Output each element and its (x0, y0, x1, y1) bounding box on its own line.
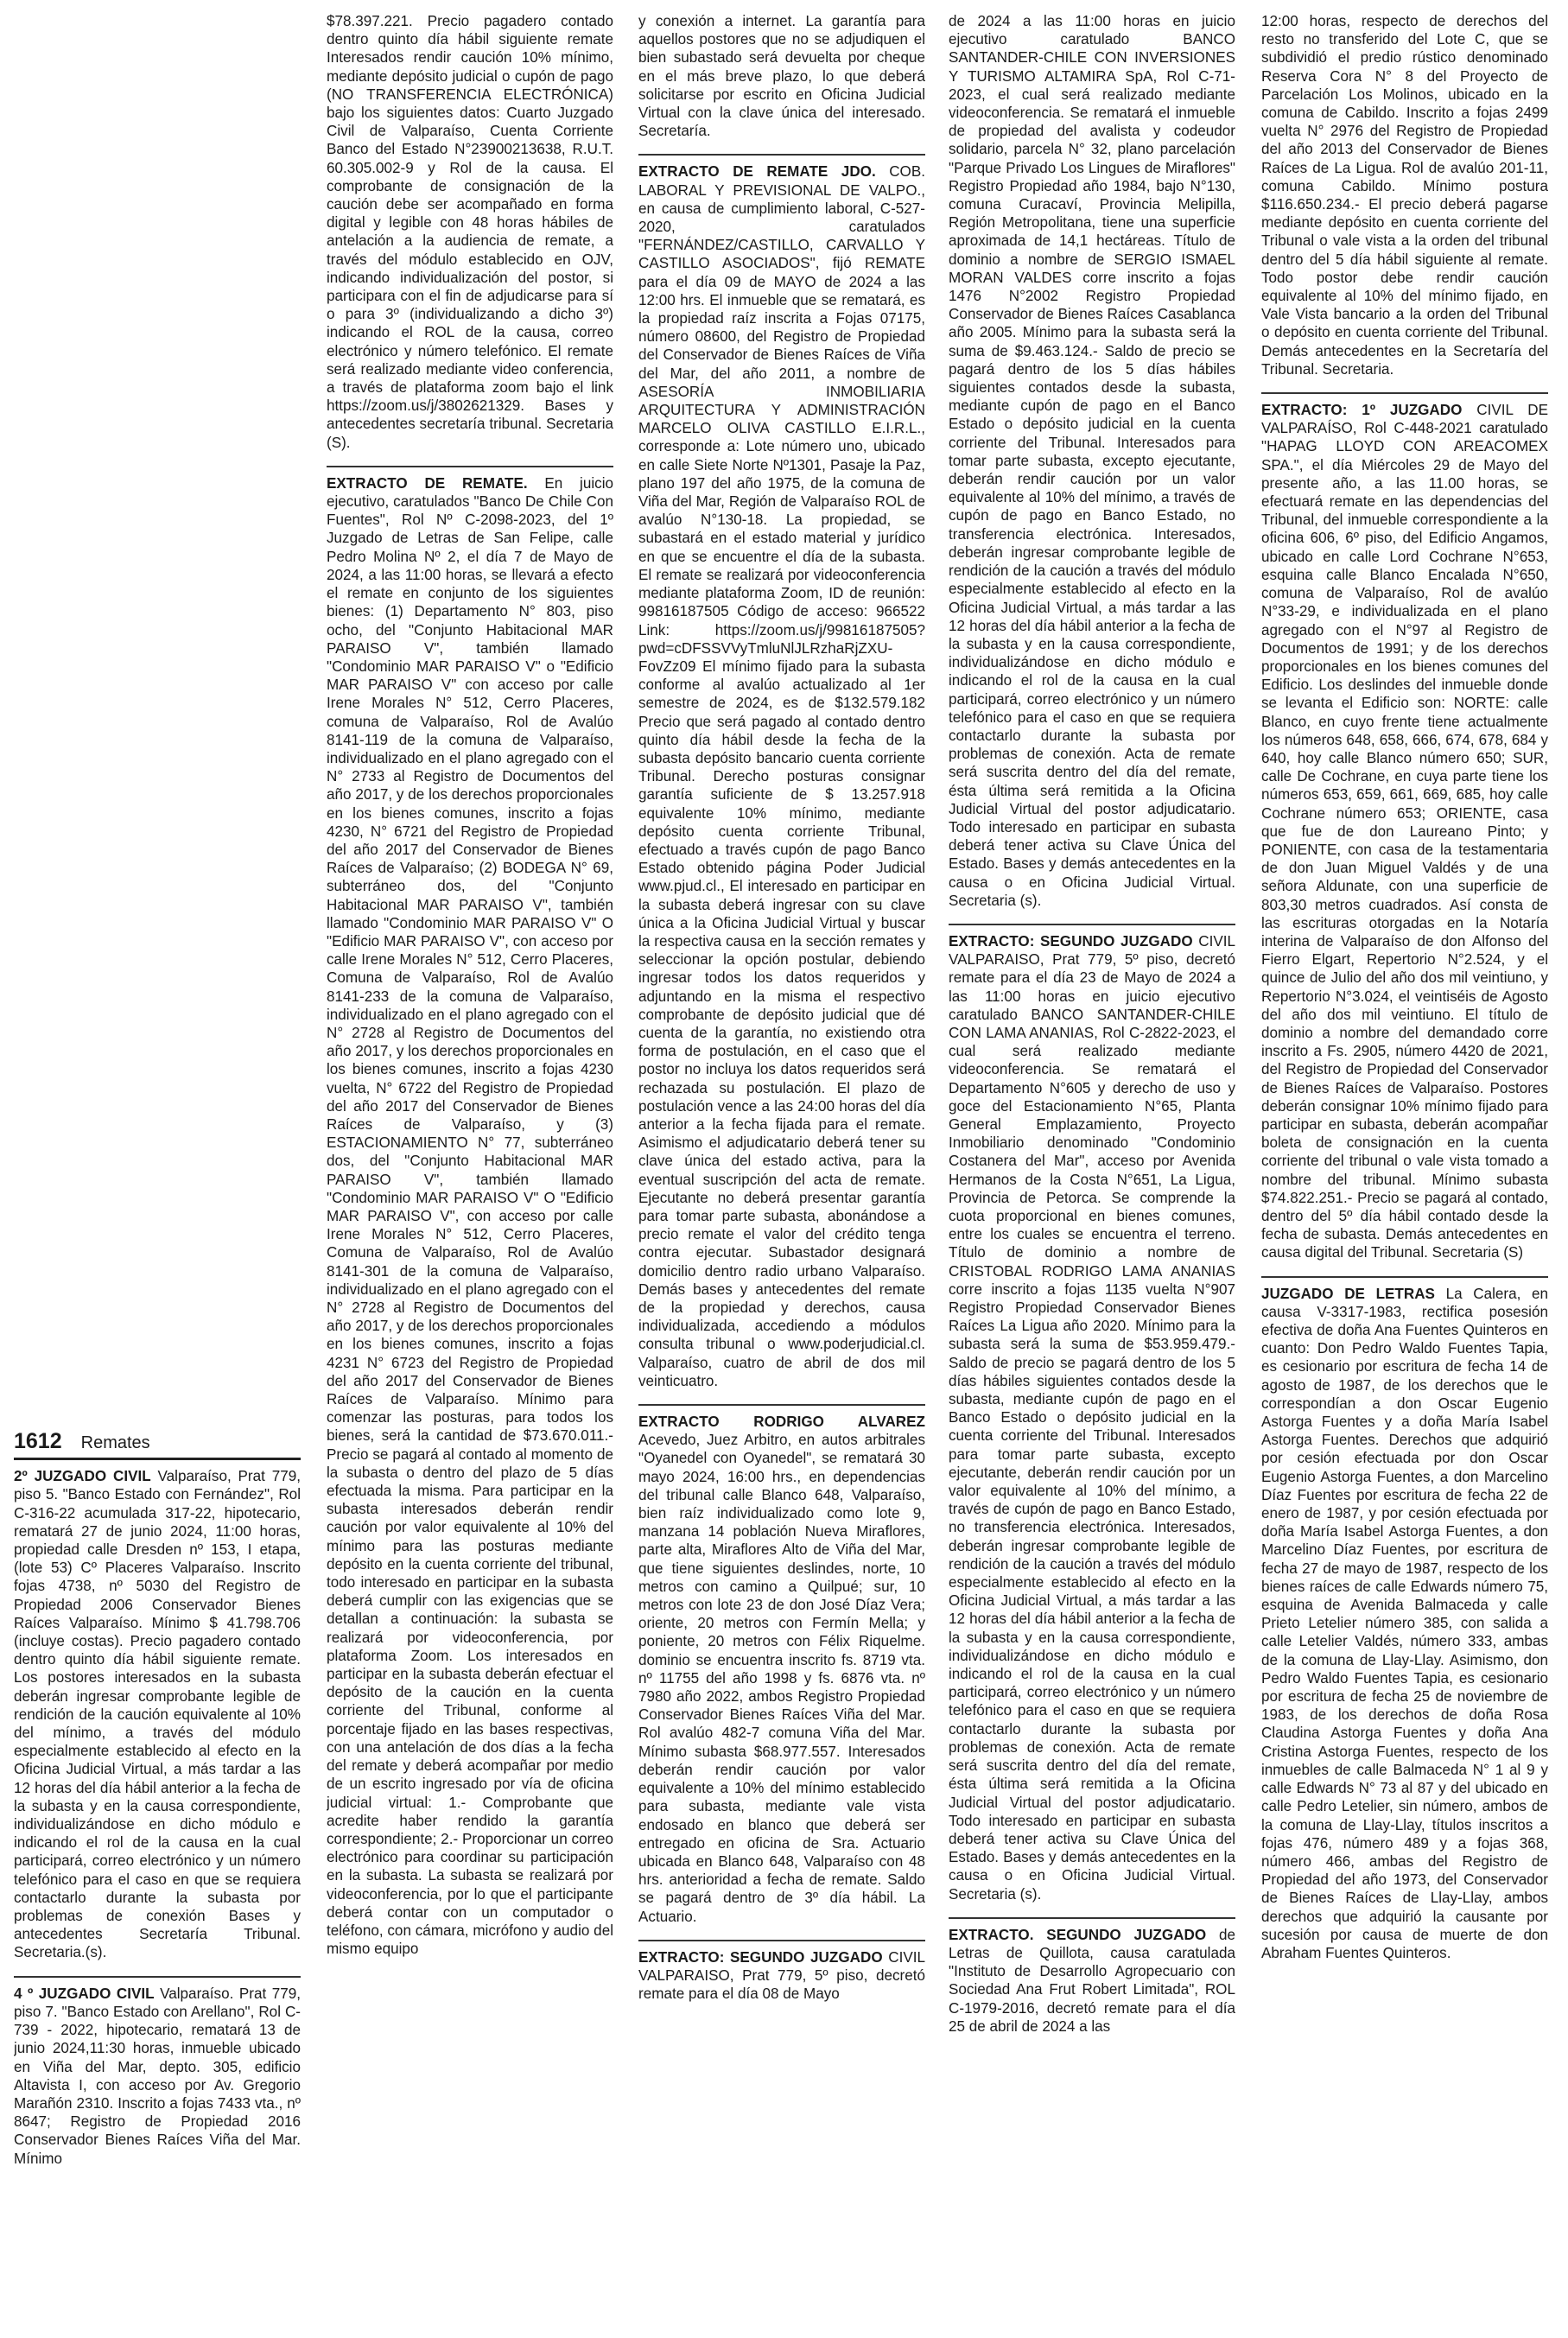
notice-entry (327, 466, 613, 1958)
notice-entry (327, 12, 613, 452)
column-5 (1261, 12, 1548, 2326)
notice-entry (638, 1940, 925, 2004)
notice-body: CIVIL VALPARAISO, Prat 779, 5º piso, decretó remate para el día 23 de Mayo de 2024 a las 11:00 horas en juicio ejecutivo caratulado BANCO SANTANDER-CHILE CON LAMA ANANIAS, Rol C-2822-2023, el cual será realizado mediante videoconferencia. Se rematará el Departamento N°605 y derecho de uso y goce del Estacionamiento N°65, Planta General Emplazamiento, Proyecto Inmobiliario denominado "Condominio Costanera del Mar", acceso por Avenida Hermanos de la Costa N°651, La Ligua, Provincia de Petorca. Se comprende la cuota proporcional en bienes comunes, entre los cuales se encuentra el terreno. Título de dominio a nombre de CRISTOBAL RODRIGO LAMA ANANIAS corre inscrito a fojas 1135 vuelta N°907 Registro Propiedad Conservador Bienes Raíces La Ligua año 2020. Mínimo para la subasta será la suma de $53.959.479.- Saldo de precio se pagará dentro de los 5 días hábiles siguientes contados desde la subasta, mediante cupón de pago en el Banco Estado o depósito judicial en la cuenta corriente del Tribunal. Interesados para tomar parte subasta, excepto ejecutante, deberán rendir caución por un valor equivalente al 10% del mínimo, a través de cupón de pago en Banco Estado, no transferencia electrónica. Interesados, deberán ingresar comprobante legible de rendición de la caución a través del módulo especialmente establecido al efecto en la Oficina Judicial Virtual, a más tardar a las 12 horas del día hábil anterior a la fecha de la subasta y en la causa correspondiente, individualizándose en dicho módulo e indicando el rol de la causa en la cual participará, correo electrónico y un número telefónico para el caso en que se requiera contactarlo durante la subasta por problemas de conexión. Acta de remate será suscrita dentro del día del remate, ésta última será remitida a la Oficina Judicial Virtual del postor adjudicatario. Todo interesado en participar en subasta deberá tener activa su Clave Única del Estado. Bases y demás antecedentes en la causa o en Oficina Judicial Virtual. Secretaria (s). (949, 932, 1235, 1903)
notice-entry (1261, 12, 1548, 378)
notice-heading: 2º JUZGADO CIVIL (14, 1468, 151, 1485)
notice-entry (1261, 1276, 1548, 1963)
notice-heading: EXTRACTO: 1º JUZGADO (1261, 402, 1463, 419)
notice-heading: EXTRACTO DE REMATE JDO. (638, 163, 876, 181)
notice-body: Valparaíso. Prat 779, piso 7. "Banco Estado con Arellano", Rol C-739 - 2022, hipotecario, rematará 13 de junio 2024,11:30 horas, inmueble ubicado en Viña del Mar, depto. 305, edificio Altavista I, con acceso por Av. Gregorio Marañón 2310. Inscrito a fojas 7433 vta., nº 8647; Registro de Propiedad 2016 Conservador Bienes Raíces Viña del Mar. Mínimo (14, 1985, 301, 2167)
notice-heading: EXTRACTO: SEGUNDO JUZGADO (949, 932, 1193, 950)
notice-entry (638, 154, 925, 1390)
notice-body: Acevedo, Juez Arbitro, en autos arbitrales "Oyanedel con Oyanedel", se rematará 30 mayo 2024, 16:00 hrs., en dependencias del tribunal calle Blanco 648, Valparaíso, bien raíz individualizado como lote 9, manzana 14 población Nueva Miraflores, parte alta, Miraflores Alto de Viña del Mar, que tiene siguientes deslindes, norte, 10 metros con camino a Quilpué; sur, 10 metros con lote 23 de don José Díaz Vera; oriente, 20 metros con Fermín Mella; y poniente, 20 metros con Félix Riquelme. dominio se encuentra inscrito fs. 8719 vta. nº 11755 del año 1998 y fs. 6876 vta. nº 7980 año 2022, ambos Registro Propiedad Conservador Bienes Raíces Viña del Mar. Rol avalúo 482-7 comuna Viña del Mar. Mínimo subasta $68.977.557. Interesados deberán rendir caución por valor equivalente a 10% del mínimo establecido para subasta, mediante vale vista endosado en blanco que deberá ser entregado en oficina de Sra. Actuario ubicada en Blanco 648, Valparaíso con 48 hrs. anterioridad a fecha de remate. Saldo se pagará dentro de 3º día hábil. La Actuario. (638, 1432, 925, 1925)
section-title: Remates (80, 1433, 150, 1452)
column-2 (327, 12, 613, 2326)
section-header (14, 1433, 301, 1460)
notice-entry (949, 12, 1235, 910)
notice-heading: 4 º JUZGADO CIVIL (14, 1985, 155, 2002)
notice-entry (949, 924, 1235, 1903)
notice-body: Valparaíso, Prat 779, piso 5. "Banco Estado con Fernández", Rol C-316-22 acumulada 317-22, hipotecario, rematará 27 de junio 2024, 11:00 horas, propiedad calle Dresden nº 153, I etapa, (lote 53) Cº Placeres Valparaíso. Inscrito fojas 4738, nº 5030 del Registro de Propiedad 2006 Conservador Bienes Raíces Valparaíso. Mínimo $ 41.798.706 (incluye costas). Precio pagadero contado dentro quinto día hábil siguiente remate. Los postores interesados en la subasta deberán ingresar comprobante legible de rendición de la caución equivalente al 10% del mínimo, a través del módulo especialmente establecido al efecto en la Oficina Judicial Virtual, a más tardar a las 12 horas del día hábil anterior a la fecha de la subasta y en la causa correspondiente, individualizándose en dicho módulo e indicando el rol de la causa en la cual participará, correo electrónico y un número telefónico para el caso en que se requiera contactarlo durante la subasta por problemas de conexión Bases y antecedentes Secretaría Tribunal. Secretaria.(s). (14, 1468, 301, 1961)
notice-heading: JUZGADO DE LETRAS (1261, 1285, 1435, 1302)
notice-entry (638, 1404, 925, 1926)
notice-body: de Letras de Quillota, causa caratulada "Instituto de Desarrollo Agropecuario con Sociedad Ana Frut Robert Limitada", ROL C-1979-2016, decretó remate para el día 25 de abril de 2024 a las (949, 1926, 1235, 2035)
notice-heading: EXTRACTO: SEGUNDO JUZGADO (638, 1948, 883, 1966)
notice-body: de 2024 a las 11:00 horas en juicio ejecutivo caratulado BANCO SANTANDER-CHILE CON INVERSIONES Y TURISMO ALTAMIRA SpA, Rol C-71-2023, el cual será realizado mediante videoconferencia. Se rematará el inmueble de propiedad del avalista y codeudor solidario, parcela N° 32, plano parcelación "Parque Privado Los Lingues de Miraflores" Registro Propiedad año 1984, bajo N°130, comuna Curacaví, Provincia Melipilla, Región Metropolitana, tiene una superficie aproximada de 14,1 hectáreas. Título de dominio a nombre de SERGIO ISMAEL MORAN VALDES corre inscrito a fojas 1476 N°2002 Registro Propiedad Conservador de Bienes Raíces Casablanca año 2005. Mínimo para la subasta será la suma de $9.463.124.- Saldo de precio se pagará dentro de los 5 días hábiles siguientes contados desde la subasta, mediante cupón de pago en el Banco Estado o depósito judicial en la cuenta corriente del Tribunal. Interesados para tomar parte subasta, excepto ejecutante, deberán rendir caución por un valor equivalente al 10% del mínimo, a través de cupón de pago en Banco Estado, no transferencia electrónica. Interesados, deberán ingresar comprobante legible de rendición de la caución a través del módulo especialmente establecido al efecto en la Oficina Judicial Virtual, a más tardar a las 12 horas del día hábil anterior a la fecha de la subasta y en la causa correspondiente, individualizándose en dicho módulo e indicando el rol de la causa en la cual participará, correo electrónico y un número telefónico para el caso en que se requiera contactarlo durante la subasta por problemas de conexión. Acta de remate será suscrita dentro del día del remate, ésta última será remitida a la Oficina Judicial Virtual del postor adjudicatario. Todo interesado en participar en subasta deberá tener activa su Clave Única del Estado. Bases y demás antecedentes en la causa o en Oficina Judicial Virtual. Secretaria (s). (949, 13, 1235, 909)
notice-entry (14, 1467, 301, 1961)
notice-body: En juicio ejecutivo, caratulados "Banco De Chile Con Fuentes", Rol Nº C-2098-2023, del 1º Juzgado de Letras de San Felipe, calle Pedro Molina Nº 2, el día 7 de Mayo de 2024, a las 11:00 horas, se llevará a efecto el remate en conjunto de los siguientes bienes: (1) Departamento N° 803, piso ocho, del "Conjunto Habitacional MAR PARAISO V", también llamado "Condominio MAR PARAISO V" o "Edificio MAR PARAISO V" con acceso por calle Irene Morales N° 512, Cerro Placeres, comuna de Valparaíso, Rol de Avalúo 8141-119 de la comuna de Valparaíso, individualizado en el plano agregado con el N° 2733 al Registro de Documentos del año 2017, y de los derechos proporcionales en los bienes comunes, inscrito a fojas 4230, N° 6721 del Registro de Propiedad del año 2017 del Conservador de Bienes Raíces de Valparaíso; (2) BODEGA N° 69, subterráneo dos, del "Conjunto Habitacional MAR PARAISO V", también llamado "Condominio MAR PARAISO V" O "Edificio MAR PARAISO V", con acceso por calle Irene Morales N° 512, Cerro Placeres, Comuna de Valparaíso, Rol de Avalúo 8141-233 de la comuna de Valparaíso, individualizado en el plano agregado con el N° 2728 al Registro de Documentos del año 2017, y los derechos proporcionales en los bienes comunes, inscrito a fojas 4230 vuelta, N° 6722 del Registro de Propiedad del año 2017 del Conservador de Bienes Raíces de Valparaíso, y (3) ESTACIONAMIENTO N° 77, subterráneo dos, del "Conjunto Habitacional MAR PARAISO V", también llamado "Condominio MAR PARAISO V" O "Edificio MAR PARAISO V", con acceso por calle Irene Morales N° 512, Cerro Placeres, Comuna de Valparaíso, Rol de Avalúo 8141-301 de la comuna de Valparaíso, individualizado en el plano agregado con el N° 2728 al Registro de Documentos del año 2017, y de los derechos proporcionales en los bienes comunes, inscrito a fojas 4231 N° 6723 del Registro de Propiedad del año 2017 del Conservador de Bienes Raíces de Valparaíso. Mínimo para comenzar las posturas, para todos los bienes, será la cantidad de $73.670.011.- Precio se pagará al contado al momento de la subasta o dentro del plazo de 5 días efectuada la misma. Para participar en la subasta interesados deberán rendir caución por valor equivalente al 10% del mínimo para las posturas mediante depósito en la cuenta corriente del tribunal, todo interesado en participar en la subasta deberá cumplir con las exigencias que se detallan a continuación: la subasta se realizará por videoconferencia, por plataforma Zoom. Los interesados en participar en la subasta deberán efectuar el depósito de la caución en la cuenta corriente del Tribunal, conforme al porcentaje fijado en las bases respectivas, con una antelación de dos días a la fecha del remate y deberá acompañar por medio de un escrito ingresado por vía de oficina judicial virtual: 1.- Comprobante que acredite haber rendido la garantía correspondiente; 2.- Proporcionar un correo electrónico para coordinar su participación en la subasta. La subasta se realizará por videoconferencia, por lo que el participante deberá contar con un computador o teléfono, con cámara, micrófono y audio del mismo equipo (327, 474, 613, 1958)
notice-entry (1261, 392, 1548, 1262)
notice-entry (949, 1917, 1235, 2036)
notice-heading: EXTRACTO DE REMATE. (327, 474, 528, 492)
notice-body: CIVIL DE VALPARAÍSO, Rol C-448-2021 caratulado "HAPAG LLOYD CON AREACOMEX SPA.", el día Miércoles 29 de Mayo del presente año, a las 11.00 horas, se efectuará remate en las dependencias del Tribunal, del inmueble correspondiente a la oficina 606, 6º piso, del Edificio Angamos, ubicado en calle Lord Cochrane N°653, esquina calle Blanco Encalada N°650, comuna de Valparaíso, Rol de avalúo N°33-29, e individualizada en el plano agregado con el N°97 al Registro de Documentos de 1991; y de los derechos proporcionales en los bienes comunes del Edificio. Los deslindes del inmueble donde se levanta el Edificio son: NORTE: calle Blanco, en cuyo frente tiene actualmente los números 648, 658, 666, 674, 678, 684 y 640, hoy calle Blanco número 650; SUR, calle De Cochrane, en cuya parte tiene los números 653, 659, 661, 669, 685, hoy calle Cochrane número 653; ORIENTE, casa que fue de don Laureano Pinto; y PONIENTE, con casa de la testamentaria de don Juan Miguel Valdés y de una señora Aldunate, con una superficie de 803,30 metros cuadrados. Así consta de las escrituras otorgadas en la Notaría interina de Valparaíso de don Alfonso del Fierro Elgart, Repertorio N°2.524, y el quince de Julio del año dos mil veintiuno, y Repertorio N°3.024, el veintiséis de Agosto del año dos mil veintiuno. El título de dominio a nombre del demandado corre inscrito a Fs. 2905, número 4420 de 2021, del Registro de Propiedad del Conservador de Bienes Raíces de Valparaíso. Postores deberán consignar 10% mínimo fijado para participar en subasta, deberán acompañar boleta de consignación en la cuenta corriente del tribunal o vale vista tomado a nombre del tribunal. Mínimo subasta $74.822.251.- Precio se pagará al contado, dentro del 5º día hábil contado desde la fecha de subasta. Demás antecedentes en causa digital del Tribunal. Secretaria (S) (1261, 402, 1548, 1261)
notice-entry (14, 1976, 301, 2168)
notice-body: y conexión a internet. La garantía para aquellos postores que no se adjudiquen el bien subastado será devuelta por cheque en el más breve plazo, lo que deberá solicitarse por escrito en Oficina Judicial Virtual con la clave única del interesado. Secretaría. (638, 13, 925, 140)
column-4 (949, 12, 1235, 2326)
page-number: 1612 (14, 1433, 62, 1453)
column-3 (638, 12, 925, 2326)
notice-body: COB. LABORAL Y PREVISIONAL DE VALPO., en causa de cumplimiento laboral, C-527-2020, caratulados "FERNÁNDEZ/CASTILLO, CARVALLO Y CASTILLO ASOCIADOS", fijó REMATE para el día 09 de MAYO de 2024 a las 12:00 hrs. El inmueble que se rematará, es la propiedad raíz inscrita a Fojas 07175, número 08600, del Registro de Propiedad del Conservador de Bienes Raíces de Viña del Mar, del año 2011, a nombre de ASESORÍA INMOBILIARIA ARQUITECTURA Y ADMINISTRACIÓN MARCELO OLIVA CASTILLO E.I.R.L., corresponde a: Lote número uno, ubicado en calle Siete Norte Nº1301, Pasaje la Paz, plano 197 del año 1975, de la comuna de Viña del Mar, Región de Valparaíso ROL de avalúo N°130-18. La propiedad, se subastará en el estado material y jurídico en que se encuentre el día de la subasta. El remate se realizará por videoconferencia mediante plataforma Zoom, ID de reunión: 99816187505 Código de acceso: 966522 Link: https://zoom.us/j/99816187505?pwd=cDFSSVVyTmluNlJLRzhaRjZXU-FovZz09 El mínimo fijado para la subasta conforme al avalúo actualizado al 1er semestre de 2024, es de $132.579.182 Precio que será pagado al contado dentro quinto día hábil desde la fecha de la subasta depósito bancario cuenta corriente Tribunal. Derecho posturas consignar garantía suficiente de $ 13.257.918 equivalente 10% mínimo, mediante depósito cuenta corriente Tribunal, efectuado a través cupón de pago Banco Estado obtenido página Poder Judicial www.pjud.cl., El interesado en participar en la subasta deberá ingresar con su clave única a la Oficina Judicial Virtual y buscar la respectiva causa en la sección remates y seleccionar la opción postular, debiendo ingresar todos los datos requeridos y adjuntando en la misma el respectivo comprobante de depósito judicial que dé cuenta de la garantía, no existiendo otra forma de postulación, en el caso que el postor no incluya los datos requeridos será rechazada su postulación. El plazo de postulación vence a las 24:00 horas del día anterior a la fecha fijada para el remate. Asimismo el adjudicatario deberá tener su clave única del estado activa, para la eventual suscripción del acta de remate. Ejecutante no deberá presentar garantía para tomar parte subasta, abonándose a precio remate el valor del crédito tenga contra ejecutar. Subastador designará domicilio dentro radio urbano Valparaíso. Demás bases y antecedentes del remate de la propiedad y derechos, causa individualizada, accediendo a módulos consulta tribunal o www.poderjudicial.cl. Valparaíso, cuatro de abril de dos mil veinticuatro. (638, 163, 925, 1389)
notice-body: $78.397.221. Precio pagadero contado dentro quinto día hábil siguiente remate Interesados rendir caución 10% mínimo, mediante depósito judicial o cupón de pago (NO TRANSFERENCIA ELECTRÓNICA) bajo los siguientes datos: Cuarto Juzgado Civil de Valparaíso, Cuenta Corriente Banco del Estado N°23900213638, R.U.T. 60.305.002-9 y Rol de la causa. El comprobante de consignación de la caución debe ser acompañado en forma digital y legible con 48 horas hábiles de antelación a la audiencia de remate, a través del módulo establecido en OJV, indicando individualización del postor, si participara con el fin de adjudicarse para sí o para 3º (individualizando a dicho 3º) indicando el ROL de la causa, correo electrónico y número telefónico. El remate será realizado mediante video conferencia, a través de plataforma zoom bajo el link https://zoom.us/j/3802621329. Bases y antecedentes secretaría tribunal. Secretaria (S). (327, 13, 613, 451)
notice-heading: EXTRACTO. SEGUNDO JUZGADO (949, 1926, 1207, 1943)
column-1 (14, 1433, 301, 2326)
notice-entry (638, 12, 925, 140)
notice-body: La Calera, en causa V-3317-1983, rectifica posesión efectiva de doña Ana Fuentes Quinteros en cuanto: Don Pedro Waldo Fuentes Tapia, es cesionario por escritura de fecha 14 de agosto de 1987, de los derechos que le correspondían a don Oscar Eugenio Astorga Fuentes y a doña María Isabel Astorga Fuentes. Derechos que adquirió por cesión efectuada por don Oscar Eugenio Astorga Fuentes, a don Marcelino Díaz Fuentes por escritura de fecha 22 de enero de 1987, y por cesión efectuada por doña María Isabel Astorga Fuentes, a don Marcelino Díaz Fuentes, por escritura de fecha 27 de mayo de 1987, respecto de los bienes raíces de calle Edwards número 75, esquina de Avenida Balmaceda y calle Prieto Letelier número 385, con salida a calle Letelier Valdés, número 333, ambas de la comuna de Llay-Llay. Asimismo, don Pedro Waldo Fuentes Tapia, es cesionario por escritura de fecha 25 de noviembre de 1983, de los derechos de doña Rosa Claudina Astorga Fuentes y doña Ana Cristina Astorga Fuentes, respecto de los inmuebles de calle Balmaceda N° 1 al 9 y calle Edwards N° 73 al 87 y del ubicado en calle Pedro Letelier, sin número, ambos de la comuna de Llay-Llay, títulos inscritos a fojas 476, número 489 y a fojas 368, número 466, ambas del Registro de Propiedad del año 1973, del Conservador de Bienes Raíces de Llay-Llay, ambos derechos que adquirió la causante por sucesión por causa de muerte de don Abraham Fuentes Quinteros. (1261, 1285, 1548, 1961)
notice-body: 12:00 horas, respecto de derechos del resto no transferido del Lote C, que se subdividió el predio rústico denominado Reserva Cora N° 8 del Proyecto de Parcelación Los Molinos, ubicado en la comuna de Cabildo. Inscrito a fojas 2499 vuelta N° 2976 del Registro de Propiedad del año 2013 del Conservador de Bienes Raíces de La Ligua. Rol de avalúo 201-11, comuna Cabildo. Mínimo postura $116.650.234.- El precio deberá pagarse mediante depósito en cuenta corriente del Tribunal o vale vista a la orden del tribunal dentro del 5 día hábil siguiente al remate. Todo postor debe rendir caución equivalente al 10% del mínimo fijado, en Vale Vista bancario a la orden del Tribunal o depósito en cuenta corriente del Tribunal. Demás antecedentes en la Secretaría del Tribunal. Secretaria. (1261, 13, 1548, 378)
notice-body: CIVIL VALPARAISO, Prat 779, 5º piso, decretó remate para el día 08 de Mayo (638, 1948, 925, 2003)
notice-heading: EXTRACTO RODRIGO ALVAREZ (638, 1414, 925, 1431)
